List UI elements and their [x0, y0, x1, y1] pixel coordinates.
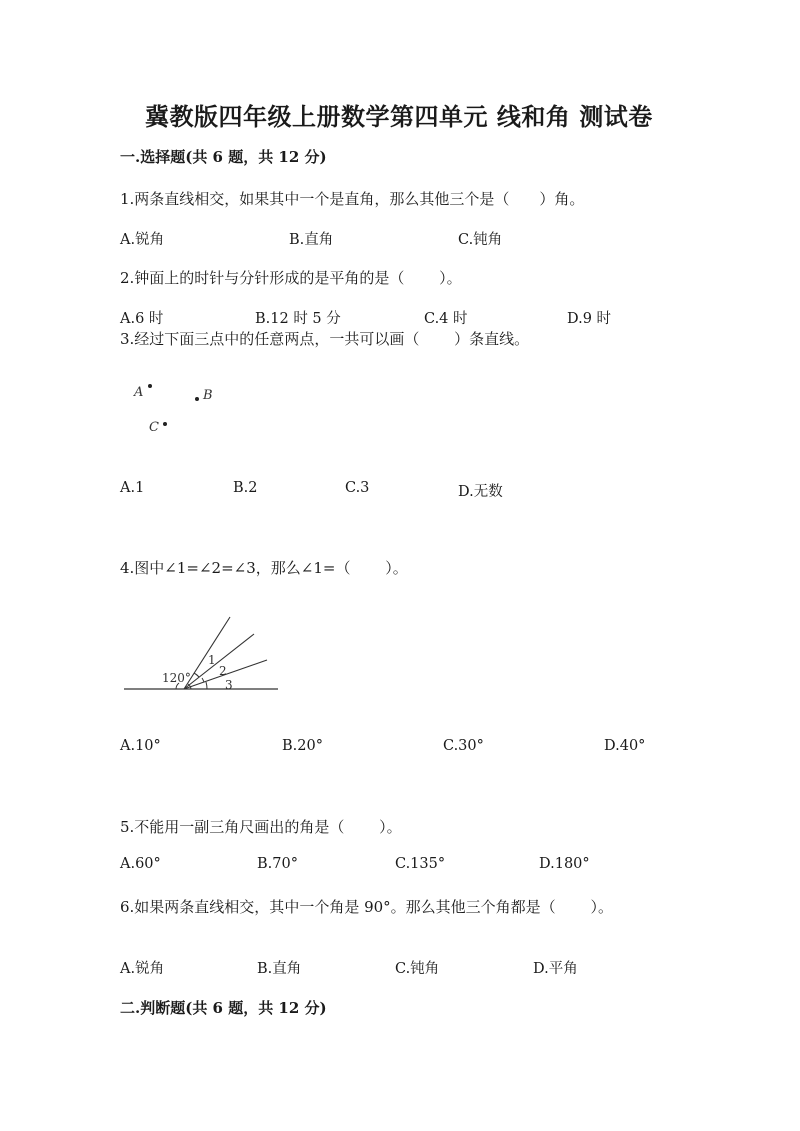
q6-option-a: A.锐角	[120, 961, 165, 977]
q2-option-c: C.4 时	[424, 311, 468, 327]
question-3: 3.经过下面三点中的任意两点，一共可以画（ ）条直线。	[120, 330, 530, 348]
q3-option-d: D.无数	[458, 484, 503, 500]
q5-option-b: B.70°	[257, 856, 298, 872]
q3-option-c: C.3	[345, 480, 370, 496]
q4-option-b: B.20°	[282, 738, 323, 754]
point-c-label: C	[149, 420, 159, 435]
q5-option-d: D.180°	[539, 856, 590, 872]
question-1: 1.两条直线相交，如果其中一个是直角，那么其他三个是（ ）角。	[120, 190, 585, 208]
q4-option-a: A.10°	[120, 738, 161, 754]
label-angle-2: 2	[219, 664, 227, 678]
q2-option-b: B.12 时 5 分	[255, 311, 341, 327]
question-6: 6.如果两条直线相交，其中一个角是 90°。那么其他三个角都是（ ）。	[120, 898, 613, 916]
point-b-label: B	[203, 388, 213, 403]
q2-option-d: D.9 时	[567, 311, 612, 327]
q5-option-c: C.135°	[395, 856, 446, 872]
q2-option-a: A.6 时	[120, 311, 164, 327]
q6-option-b: B.直角	[257, 961, 302, 977]
q3-option-b: B.2	[233, 480, 258, 496]
question-2: 2.钟面上的时针与分针形成的是平角的是（ ）。	[120, 269, 462, 287]
point-c-dot	[163, 422, 167, 426]
section-heading-choice: 一.选择题(共 6 题，共 12 分)	[120, 148, 327, 166]
angle-arc-3	[206, 682, 207, 689]
q4-option-d: D.40°	[604, 738, 646, 754]
angle-arc-1	[194, 673, 199, 677]
q4-angle-figure	[122, 612, 282, 697]
q3-points-figure	[125, 375, 245, 445]
q6-option-d: D.平角	[533, 961, 578, 977]
point-b-dot	[195, 397, 199, 401]
q1-option-b: B.直角	[289, 232, 334, 248]
q1-option-a: A.锐角	[120, 232, 165, 248]
label-120: 120°	[162, 671, 191, 685]
ray-2	[184, 634, 254, 689]
question-4: 4.图中∠1=∠2=∠3，那么∠1=（ ）。	[120, 559, 408, 577]
question-5: 5.不能用一副三角尺画出的角是（ ）。	[120, 818, 402, 836]
page-title: 冀教版四年级上册数学第四单元 线和角 测试卷	[145, 102, 653, 131]
section-heading-judge: 二.判断题(共 6 题，共 12 分)	[120, 999, 327, 1017]
q4-option-c: C.30°	[443, 738, 484, 754]
label-angle-1: 1	[208, 653, 216, 667]
point-a-label: A	[134, 385, 144, 400]
q5-option-a: A.60°	[120, 856, 161, 872]
label-angle-3: 3	[225, 678, 233, 692]
q1-option-c: C.钝角	[458, 232, 503, 248]
point-a-dot	[148, 384, 152, 388]
q6-option-c: C.钝角	[395, 961, 440, 977]
angle-arc-2	[202, 678, 204, 682]
q3-option-a: A.1	[120, 480, 145, 496]
